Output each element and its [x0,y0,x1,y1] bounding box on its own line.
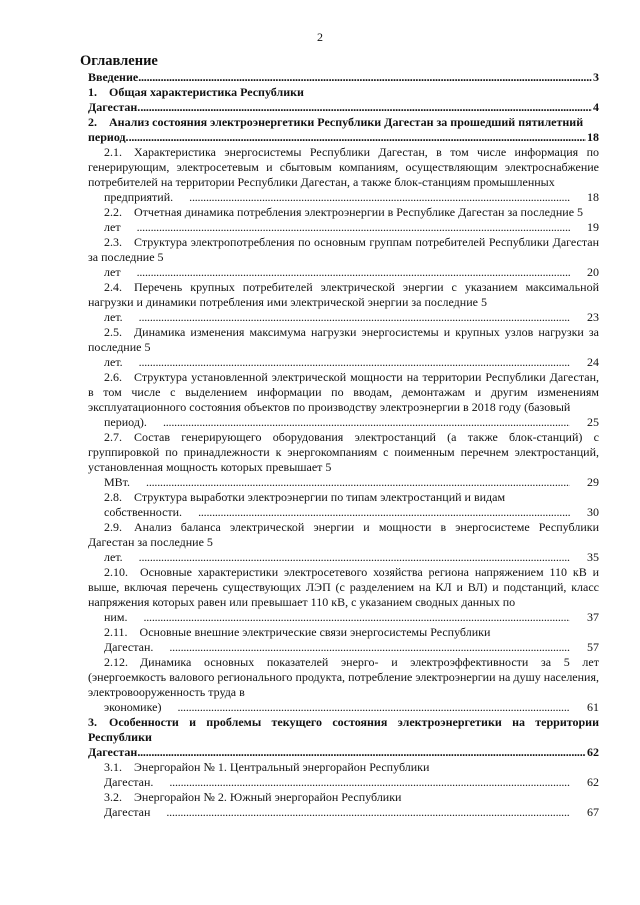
toc-title: Оглавление [80,53,158,69]
toc-entry-text: 2. Анализ состояния электроэнергетики Республики Дагестан за прошедший пятилетний [88,115,584,129]
toc-entry-text: 2.4. Перечень крупных потребителей электрической энергии с указанием максимальной нагрузки и динамики потребления ими электрической энергии за последние 5 [88,280,599,309]
toc-entry-text-end: ним. [104,610,128,624]
dot-leader [153,775,570,790]
toc-entry [88,85,599,115]
toc-page-number: 4 [593,100,599,114]
toc-page-number: 67 [587,805,599,819]
toc-page-number: 19 [587,220,599,234]
toc-entry-leader-line [88,640,599,655]
toc-entry-text: 2.5. Динамика изменения максимума нагрузки энергосистемы и крупных узлов нагрузки за последние 5 [88,325,599,354]
toc-entry [88,760,599,790]
toc-entry-leader-line [88,805,599,820]
toc-entry [88,115,599,145]
toc-entry-leader-line [88,505,599,520]
toc-entry-text: 2.9. Анализ баланса электрической энергии и мощности в энергосистеме Республики Дагестан за последние 5 [88,520,599,549]
toc-entry-leader-line [88,475,599,490]
dot-leader [161,700,570,715]
toc-entry-text: 3. Особенности и проблемы текущего состояния электроэнергетики на территории Республики [88,715,599,744]
toc-entry [88,370,599,430]
toc-entry-leader-line [88,355,599,370]
toc-entry-text-end: экономике) [104,700,162,714]
toc-page-number: 24 [587,355,599,369]
dot-leader [138,70,592,85]
toc-entry [88,145,599,205]
toc-page-number: 25 [587,415,599,429]
toc-entry-text: 2.6. Структура установленной электрической мощности на территории Республики Дагестан, в том числе с выделением информации по вводам, демонтажам и другим изменениям эксплуатационного состояния объектов по производству электроэнергии в 2018 году (базовый [88,370,599,414]
toc-page-number: 20 [587,265,599,279]
dot-leader [173,190,570,205]
toc-entry-leader-line [88,265,599,280]
toc-entry-text-end: лет. [104,550,123,564]
toc-page-number: 62 [587,745,599,759]
toc-page-number: 29 [587,475,599,489]
toc-entry-text: 2.2. Отчетная динамика потребления электроэнергии в Республике Дагестан за последние 5 [104,205,584,219]
toc-entry-text-end: собственности. [104,505,183,519]
toc-page-number: 57 [587,640,599,654]
toc-entry [88,325,599,370]
toc-entry-text-end: Дагестан. [104,775,154,789]
dot-leader [123,310,570,325]
toc-entry-text-end: МВт. [104,475,131,489]
toc-page-number: 18 [587,190,599,204]
dot-leader [182,505,570,520]
toc-entry-text: 2.8. Структура выработки электроэнергии по типам электростанций и видам [104,490,506,504]
dot-leader [123,355,570,370]
toc-entry-text: 2.3. Структура электропотребления по основным группам потребителей Республики Дагестан за последние 5 [88,235,599,264]
dot-leader [140,100,592,115]
dot-leader [150,805,570,820]
toc-entry-leader-line [88,190,599,205]
toc-entry-leader-line [88,415,599,430]
page-number: 2 [317,30,323,44]
dot-leader [129,130,586,145]
toc-entry-text-end: лет [104,220,121,234]
toc-entry [88,235,599,280]
dot-leader [137,745,586,760]
toc-entry-text-end: лет [104,265,121,279]
toc-entry-leader-line [88,310,599,325]
toc-entry-text-end: предприятий. [104,190,174,204]
dot-leader [153,640,570,655]
toc-entry [88,490,599,520]
toc-entry-leader-line [88,775,599,790]
toc-entry [88,520,599,565]
toc-entry [88,565,599,625]
toc-entry-leader-line [88,130,599,145]
table-of-contents [88,70,599,820]
dot-leader [121,265,570,280]
toc-entry-text: 2.12. Динамика основных показателей энерго- и электроэффективности за 5 лет (энергоемкость валового регионального продукта, потребление электроэнергии на душу населения, электровооруженность труда в [88,655,599,699]
dot-leader [127,610,570,625]
toc-page-number: 62 [587,775,599,789]
toc-entry-text: 2.10. Основные характеристики электросетевого хозяйства региона напряжением 110 кВ и выше, включая перечень существующих ЛЭП (с разделением на КЛ и ВЛ) и подстанций, класс напряжения которых равен или превышает 110 кВ, с указанием сводных данных по [88,565,599,609]
toc-entry-leader-line [88,550,599,565]
toc-page-number: 3 [593,70,599,84]
toc-entry-text: 3.1. Энергорайон № 1. Центральный энергорайон Республики [104,760,430,774]
dot-leader [123,550,570,565]
toc-entry [88,625,599,655]
dot-leader [147,415,570,430]
toc-page-number: 18 [587,130,599,144]
dot-leader [130,475,570,490]
toc-entry-text: 2.7. Состав генерирующего оборудования электростанций (а также блок-станций) с группировкой по принадлежности к энергокомпаниям с поименным перечнем электростанций, установленная мощность которых превышает 5 [88,430,599,474]
toc-entry [88,70,599,85]
toc-entry-text-end: период. [88,130,129,144]
toc-entry-text-end: период). [104,415,147,429]
toc-entry [88,280,599,325]
toc-entry [88,655,599,715]
toc-entry [88,790,599,820]
toc-entry-leader-line [88,610,599,625]
toc-entry-text: 2.1. Характеристика энергосистемы Республики Дагестан, в том числе информация по генерирующим, электросетевым и сбытовым компаниям, осуществляющим электроснабжение потребителей на территории Республики Дагестан, а также блок-станциям промышленных [88,145,599,189]
toc-entry-leader-line [88,745,599,760]
toc-entry-text-end: лет. [104,310,123,324]
toc-entry-text-end: Дагестан [88,745,138,759]
toc-entry-text-end: лет. [104,355,123,369]
toc-entry-text-end: Дагестан [104,805,151,819]
toc-entry-text: 2.11. Основные внешние электрические связи энергосистемы Республики [104,625,491,639]
toc-entry [88,430,599,490]
toc-entry-leader-line [88,220,599,235]
toc-entry-text-end: Дагестан. [88,100,141,114]
toc-entry-text: 1. Общая характеристика Республики [88,85,304,99]
toc-entry [88,205,599,235]
toc-page-number: 30 [587,505,599,519]
toc-entry-leader-line [88,70,599,85]
toc-entry-text: 3.2. Энергорайон № 2. Южный энергорайон Республики [104,790,402,804]
dot-leader [121,220,570,235]
toc-page-number: 23 [587,310,599,324]
toc-entry-text-end: Дагестан. [104,640,154,654]
toc-page-number: 37 [587,610,599,624]
toc-entry-text-end: Введение [88,70,139,84]
toc-entry [88,715,599,760]
toc-entry-leader-line [88,700,599,715]
toc-entry-leader-line [88,100,599,115]
toc-page-number: 61 [587,700,599,714]
toc-page-number: 35 [587,550,599,564]
